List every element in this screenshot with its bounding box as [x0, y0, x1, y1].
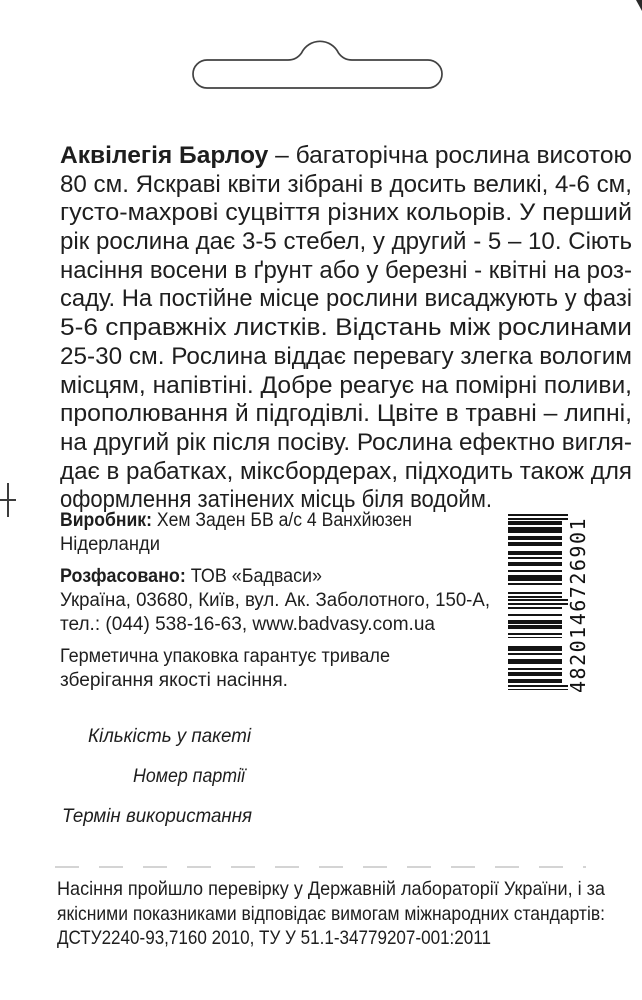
- text-line: на другий рік після посіву. Рослина ефектно вигля-: [60, 428, 632, 456]
- text-line: оформлення затінених місць біля водойм.: [60, 486, 492, 514]
- text-line: зберігання якості насіння.: [60, 669, 289, 691]
- text-line: тел.: (044) 538-16-63, www.badvasy.com.ua: [60, 613, 435, 635]
- barcode-bar: [508, 689, 568, 691]
- text-line: саду. На постійне місце рослини висаджують у фазі: [60, 285, 633, 313]
- barcode-bar: [508, 575, 562, 581]
- barcode-bar: [508, 633, 562, 635]
- barcode-bar: [508, 646, 562, 652]
- barcode-bar: [508, 672, 562, 676]
- barcode-bar: [508, 521, 562, 525]
- quantity-in-packet-label: Кількість у пакеті: [88, 726, 251, 747]
- barcode-bar: [508, 583, 562, 585]
- text-line: 5-6 справжніх листків. Відстань між рослинами: [60, 314, 632, 342]
- text-line: 80 см. Яскраві квіти зібрані в досить великі, 4-6 см,: [60, 170, 632, 198]
- text-line: Насіння пройшло перевірку у Державній лабораторії України, і за: [57, 878, 605, 900]
- barcode-bar: [508, 570, 562, 572]
- barcode-bar: [508, 542, 562, 546]
- barcode-bar: [508, 592, 562, 594]
- text-line: Розфасовано: ТОВ «Бадваси»: [60, 566, 323, 588]
- divider-line: [55, 866, 586, 868]
- text-line: дає в рабатках, міксбордерах, підходить також для: [60, 457, 632, 485]
- plant-description: [60, 142, 638, 515]
- barcode-bar: [508, 599, 568, 601]
- text-line: Виробник: Хем Заден БВ а/с 4 Ванхйюзен: [60, 510, 413, 531]
- registration-mark-vertical: [7, 483, 9, 517]
- text-line: насіння восени в ґрунт або у березні - квітні на роз-: [60, 256, 633, 284]
- barcode-bar: [508, 685, 568, 687]
- barcode-bar: [508, 620, 562, 624]
- text-line: Україна, 03680, Київ, вул. Ак. Заболотного, 150-А,: [60, 589, 491, 611]
- text-line: прополювання й підгодівлі. Цвіте в травні – липні,: [60, 400, 632, 428]
- standards-note: [57, 877, 617, 951]
- barcode-bar: [508, 653, 562, 655]
- barcode-number: 4820146726901: [566, 516, 590, 693]
- batch-number-label: Номер партії: [133, 766, 245, 787]
- barcode-bar: [508, 562, 562, 566]
- barcode-bar: [508, 668, 562, 670]
- barcode-bar: [508, 557, 562, 559]
- barcode-bar: [508, 625, 562, 629]
- text-line: місцям, напівтіні. Добре реагує на помірні поливи,: [60, 371, 633, 399]
- barcode-bar: [508, 551, 562, 555]
- barcode-bar: [508, 536, 562, 540]
- barcode-bar: [508, 679, 562, 683]
- text-line: якісними показниками відповідає вимогам міжнародних стандартів:: [57, 902, 605, 925]
- shelf-life-label: Термін використання: [62, 806, 253, 827]
- barcode-bar: [508, 659, 562, 665]
- text-line: Нідерланди: [60, 533, 161, 555]
- euro-hang-slot: [0, 0, 642, 120]
- text-line: Герметична упаковка гарантує тривале: [60, 645, 391, 667]
- text-line: рік рослина дає 3-5 стебел, у другий - 5 – 10. Сіють: [60, 228, 633, 256]
- barcode-bar: [508, 527, 562, 533]
- barcode-bar: [508, 614, 562, 616]
- text-line: густо-махрові суцвіття різних кольорів. У перший: [60, 199, 633, 227]
- barcode-bar: [508, 607, 562, 609]
- barcode-bar: [508, 637, 562, 639]
- barcode-bar: [508, 603, 568, 605]
- text-line: Аквілегія Барлоу – багаторічна рослина висотою: [60, 142, 632, 169]
- barcode-bar: [508, 518, 568, 520]
- text-line: 25-30 см. Рослина віддає перевагу злегка вологим: [60, 342, 632, 370]
- barcode-bar: [508, 514, 568, 516]
- producer-info: [60, 509, 505, 693]
- text-line: ДСТУ2240-93,7160 2010, ТУ У 51.1-34779207-001:2011: [57, 927, 491, 950]
- barcode-bar: [508, 596, 562, 598]
